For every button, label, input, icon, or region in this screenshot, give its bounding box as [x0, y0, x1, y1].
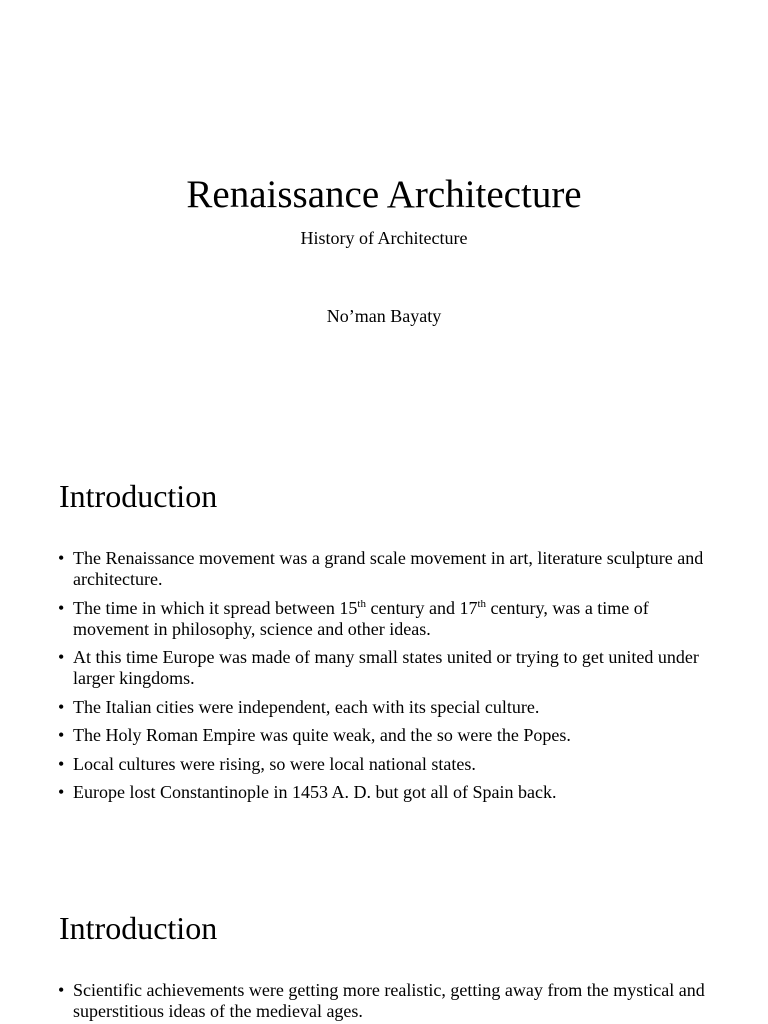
list-item-text: Europe lost Constantinople in 1453 A. D. but got all of Spain back.: [73, 782, 557, 802]
list-item-text: The Holy Roman Empire was quite weak, and the so were the Popes.: [73, 725, 571, 745]
list-item-text: At this time Europe was made of many small states united or trying to get united under larger kingdoms.: [73, 647, 699, 688]
list-item-text-part: century and 17: [365, 597, 478, 618]
list-item-text: The Renaissance movement was a grand scale movement in art, literature sculpture and architecture.: [73, 548, 704, 589]
author-name: No’man Bayaty: [326, 306, 442, 326]
bullet-icon: •: [58, 647, 65, 667]
list-item-text: The Italian cities were independent, each with its special culture.: [73, 696, 540, 717]
list-item: [58, 754, 718, 775]
list-item: [58, 697, 718, 718]
list-item: [58, 725, 718, 746]
list-item-text-part: The time in which it spread between 15: [73, 597, 358, 618]
superscript: th: [357, 597, 366, 610]
list-item-text: Scientific achievements were getting more realistic, getting away from the mystical and superstitious ideas of the medieval ages.: [73, 980, 705, 1021]
bullet-icon: •: [58, 782, 65, 802]
list-item-text-part: century, was a time of movement in philosophy, science and other ideas.: [73, 597, 649, 639]
list-item-text: [73, 598, 649, 639]
bullet-icon: •: [58, 597, 65, 618]
bullet-icon: •: [58, 753, 65, 774]
bullet-list: [58, 548, 718, 811]
title-slide: [0, 0, 768, 432]
document-subtitle: History of Architecture: [300, 228, 468, 248]
list-item: [58, 647, 718, 689]
bullet-icon: •: [58, 696, 65, 717]
document-title: Renaissance Architecture: [186, 173, 582, 216]
bullet-list: [58, 980, 718, 1024]
bullet-icon: •: [58, 725, 65, 745]
bullet-icon: •: [58, 980, 65, 1000]
list-item: [58, 980, 718, 1022]
list-item: [58, 548, 718, 590]
list-item-text: Local cultures were rising, so were local national states.: [73, 753, 476, 774]
introduction-slide-1: [0, 432, 768, 864]
slide-heading: Introduction: [59, 910, 218, 946]
list-item: [58, 782, 718, 803]
slide-heading: Introduction: [59, 478, 218, 514]
list-item: [58, 598, 718, 640]
bullet-icon: •: [58, 548, 65, 568]
superscript: th: [477, 597, 487, 610]
introduction-slide-2: [0, 864, 768, 1024]
